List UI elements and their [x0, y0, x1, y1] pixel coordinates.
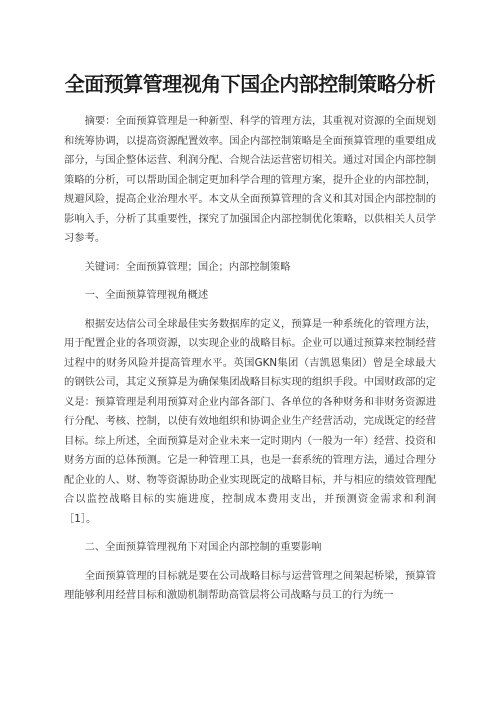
- document-title: 全面预算管理视角下国企内部控制策略分析: [64, 72, 436, 96]
- document-body: [64, 112, 436, 615]
- abstract-text: 全面预算管理是一种新型、科学的管理方法，其重视对资源的全面规划和统筹协调，以提高资源配置效率。国企内部控制策略是全面预算管理的重要组成部分，与国企整体运营、利润分配、合规合法运营密切相关。通过对国企内部控制策略的分析，可以帮助国企制定更加科学合理的管理方案，提升企业的内部控制，规避风险，提高企业治理水平。本文从全面预算管理的含义和其对国企内部控制的影响入手，分析了其重要性，探究了加强国企内部控制优化策略，以供相关人员学习参考。: [64, 115, 437, 244]
- section-2-paragraph: 全面预算管理的目标就是要在公司战略目标与运营管理之间架起桥梁，预算管理能够利用经营目标和激励机制帮助高管层将公司战略与员工的行为统一: [64, 569, 436, 601]
- keywords-line: [64, 258, 436, 278]
- keywords-text: 全面预算管理；国企；内部控制策略: [125, 260, 291, 273]
- citation-number: 1: [74, 512, 81, 525]
- section-heading-1: 一、全面预算管理视角概述: [84, 289, 209, 301]
- brand-gkn: GKN: [254, 356, 278, 369]
- section-1-text-b: 集团（吉凯恩集团）曾是全球最大的钢铁公司，其定义预算是为确保集团战略目标实现的组织手段。中国财政部的定义是：预算管理是利用预算对企业内部各部门、各单位的各种财务和非财务资源进行分配、考核、控制，以使有效地组织和协调企业生产经营活动，完成既定的经营目标。综上所述，全面预算是对企业未来一定时期内（一般为一年）经营、投资和财务方面的总体预测。它是一种管理工具，也是一套系统的管理方法，通过合理分配企业的人、财、物等资源协助企业实现既定的战略目标，并与相应的绩效管理配合以监控战略目标的实施进度，控制成本费用支出，并预测资金需求和利润［: [64, 356, 437, 525]
- section-1-text-c: ］。: [80, 512, 97, 525]
- abstract-paragraph: [64, 112, 436, 249]
- keywords-label: 关键词：: [84, 260, 126, 273]
- section-1-paragraph: [64, 315, 436, 530]
- abstract-label: 摘要：: [84, 115, 116, 127]
- section-heading-2: 二、全面预算管理视角下对国企内部控制的重要影响: [84, 541, 322, 553]
- section-1-text-a: 根据安达信公司全球最佳实务数据库的定义，预算是一种系统化的管理方法，用于配置企业的各项资源，以实现企业的战略目标。企业可以通过预算来控制经营过程中的财务风险并提高管理水平。英国: [64, 317, 436, 369]
